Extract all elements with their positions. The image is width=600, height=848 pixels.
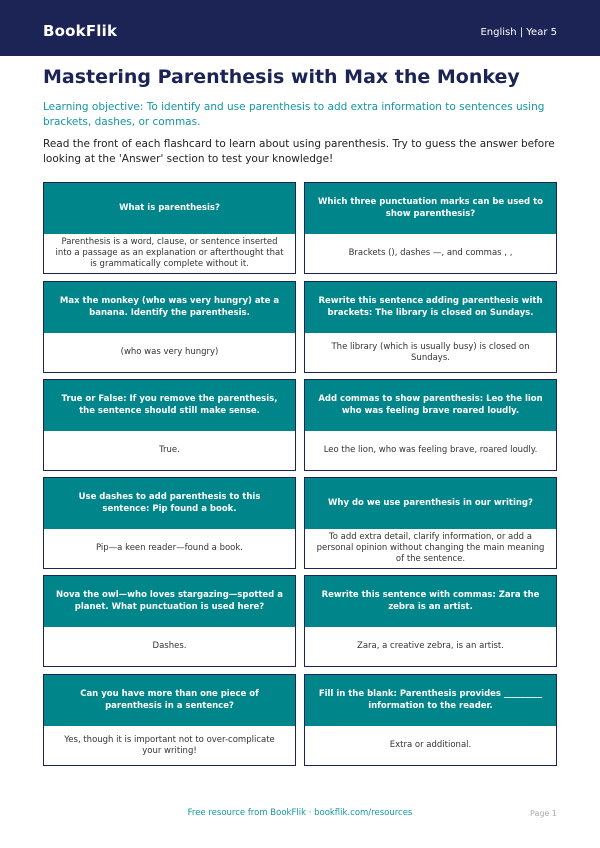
flashcard: [304, 477, 557, 569]
flashcard: [304, 281, 557, 373]
flashcard: [304, 575, 557, 667]
flashcard-question: Nova the owl—who loves stargazing—spotted a planet. What punctuation is used here?: [44, 576, 295, 627]
footer-link[interactable]: Free resource from BookFlik · bookflik.com/resources: [187, 808, 413, 818]
flashcard-answer: Dashes.: [44, 627, 295, 666]
subject-year-label: English | Year 5: [480, 27, 557, 38]
flashcard-answer: To add extra detail, clarify information, or add a personal opinion without changing the main meaning of the sentence.: [305, 529, 556, 568]
flashcard-answer: Yes, though it is important not to over-complicate your writing!: [44, 726, 295, 765]
flashcard-question: Can you have more than one piece of parenthesis in a sentence?: [44, 675, 295, 726]
page-number: Page 1: [530, 809, 557, 818]
flashcard: [304, 379, 557, 471]
flashcard-question: Max the monkey (who was very hungry) ate a banana. Identify the parenthesis.: [44, 282, 295, 333]
flashcard-answer: True.: [44, 431, 295, 470]
flashcard: [43, 281, 296, 373]
flashcard: [43, 674, 296, 766]
flashcard: [43, 575, 296, 667]
header-bar: [0, 0, 600, 56]
flashcard: [304, 182, 557, 274]
learning-objective: Learning objective: To identify and use parenthesis to add extra information to sentences using brackets, dashes, or commas.: [43, 101, 545, 128]
flashcard-answer: (who was very hungry): [44, 333, 295, 372]
flashcard: [43, 379, 296, 471]
flashcard: [43, 477, 296, 569]
flashcard-answer: Zara, a creative zebra, is an artist.: [305, 627, 556, 666]
flashcard: [43, 182, 296, 274]
flashcard-question: What is parenthesis?: [44, 183, 295, 234]
flashcard-answer: Pip—a keen reader—found a book.: [44, 529, 295, 568]
flashcard-answer: Parenthesis is a word, clause, or sentence inserted into a passage as an explanation or afterthought that is grammatically complete without it.: [44, 234, 295, 273]
flashcard-question: True or False: If you remove the parenthesis, the sentence should still make sense.: [44, 380, 295, 431]
brand-logo[interactable]: BookFlik: [43, 22, 118, 40]
flashcard-question: Use dashes to add parenthesis to this sentence: Pip found a book.: [44, 478, 295, 529]
page-title: Mastering Parenthesis with Max the Monkey: [43, 66, 520, 88]
flashcard-question: Fill in the blank: Parenthesis provides _________ information to the reader.: [305, 675, 556, 726]
flashcard-question: Which three punctuation marks can be used to show parenthesis?: [305, 183, 556, 234]
flashcard-question: Rewrite this sentence adding parenthesis with brackets: The library is closed on Sundays.: [305, 282, 556, 333]
flashcard: [304, 674, 557, 766]
flashcard-question: Why do we use parenthesis in our writing?: [305, 478, 556, 529]
flashcard-answer: The library (which is usually busy) is closed on Sundays.: [305, 333, 556, 372]
flashcard-answer: Extra or additional.: [305, 726, 556, 765]
flashcard-question: Add commas to show parenthesis: Leo the lion who was feeling brave roared loudly.: [305, 380, 556, 431]
flashcard-answer: Leo the lion, who was feeling brave, roared loudly.: [305, 431, 556, 470]
instructions: Read the front of each flashcard to learn about using parenthesis. Try to guess the answer before looking at the 'Answer' section to test your knowledge!: [43, 138, 555, 165]
flashcard-answer: Brackets (), dashes —, and commas , ,: [305, 234, 556, 273]
flashcard-question: Rewrite this sentence with commas: Zara the zebra is an artist.: [305, 576, 556, 627]
